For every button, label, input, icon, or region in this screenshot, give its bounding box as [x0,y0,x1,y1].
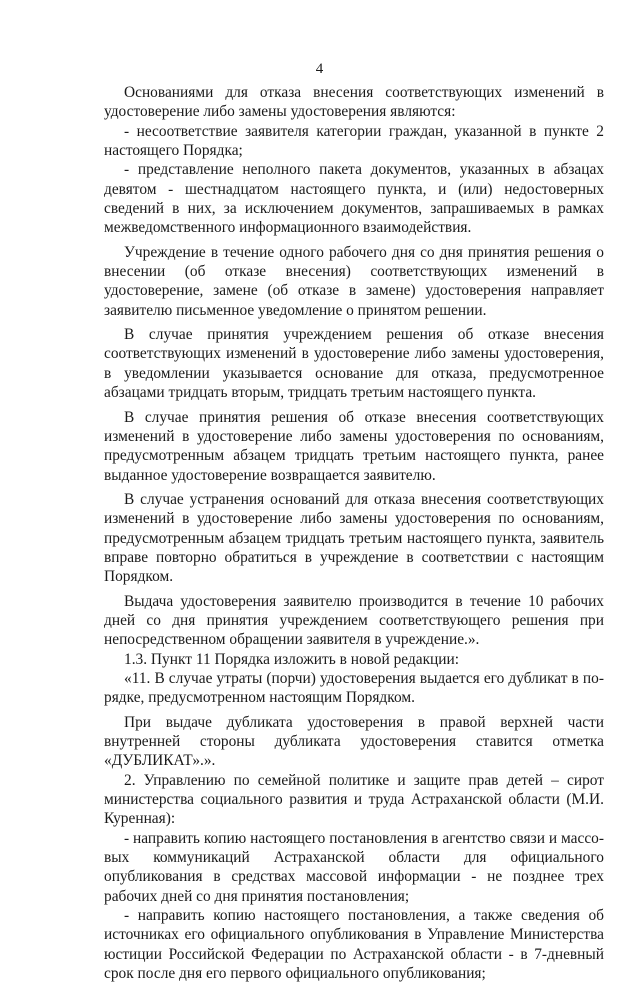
document-body [104,83,604,983]
page-number: 4 [315,61,324,77]
paragraph-return-certificate: В случае принятия решения об отказе внесения соответствующих изменений в удостоверение либо замены удостоверения по основаниям, предусмотренным абзацем тридцать третьим настоящего пункта, ранее выданное удостоверение возвращается заявителю. [104,408,604,484]
paragraph-incomplete-documents: - представление неполного пакета документов, указанных в абзацах девятом - шестнадцатом настоящего пункта, и (или) недостоверных сведений в них, за исключением документов, запрашиваемых в рамках межведомственного информационного взаимодействия. [104,161,604,237]
paragraph-reapply: В случае устранения оснований для отказа внесения соответствующих изменений в удостоверение либо замены удостоверения по основаниям, предусмотренным абзацем тридцать третьим настоящего пункта, заявитель вправе повторно обратиться в учреждение в соответствии с настоящим Порядком. [104,490,604,586]
paragraph-duplicate-mark: При выдаче дубликата удостоверения в правой верхней части внутренней стороны дубликата удостоверения ставится отметка «ДУБЛИКАТ».». [104,713,604,770]
paragraph-refusal-notice: В случае принятия учреждением решения об отказе внесения соответствующих изменений в удостоверение либо замены удостоверения, в уведомлении указывается основание для отказа, предусмотренное абзацами тридцать вторым, тридцать третьим настоящего пункта. [104,326,604,402]
paragraph-category-mismatch: - несоответствие заявителя категории граждан, указанной в пункте 2 настоящего Порядка; [104,122,604,160]
paragraph-department-order: 2. Управлению по семейной политике и защите прав детей – сирот министерства социального развития и труда Астраханской области (М.И. Куренная): [104,771,604,828]
paragraph-clause-1-3: 1.3. Пункт 11 Порядка изложить в новой редакции: [124,650,460,668]
paragraph-issuance-term: Выдача удостоверения заявителю производится в течение 10 рабочих дней со дня принятия учреждением соответствующего решения при непосредственном обращении заявителя в учреждение.». [104,592,604,649]
paragraph-clause-11: «11. В случае утраты (порчи) удостоверения выдается его дубликат в порядке, предусмотренном настоящим Порядком. [104,669,604,707]
paragraph-refusal-grounds: Основаниями для отказа внесения соответствующих изменений в удостоверение либо замены удостоверения являются: [104,84,604,121]
paragraph-notification: Учреждение в течение одного рабочего дня со дня принятия решения о внесении (об отказе внесения) соответствующих изменений в удостоверение, замене (об отказе в замене) удостоверения направляет заявителю письменное уведомление о принятом решении. [104,243,604,319]
paragraph-publication-agency: - направить копию настоящего постановления в агентство связи и массовых коммуникаций Астраханской области для официального опубликования в средствах массовой информации - не позднее трех рабочих дней со дня принятия постановления; [104,829,604,905]
paragraph-justice-ministry: - направить копию настоящего постановления, а также сведения об источниках его официального опубликования в Управление Министерства юстиции Российской Федерации по Астраханской области - в 7-дневный срок после дня его первого официального опубликования; [104,907,604,983]
